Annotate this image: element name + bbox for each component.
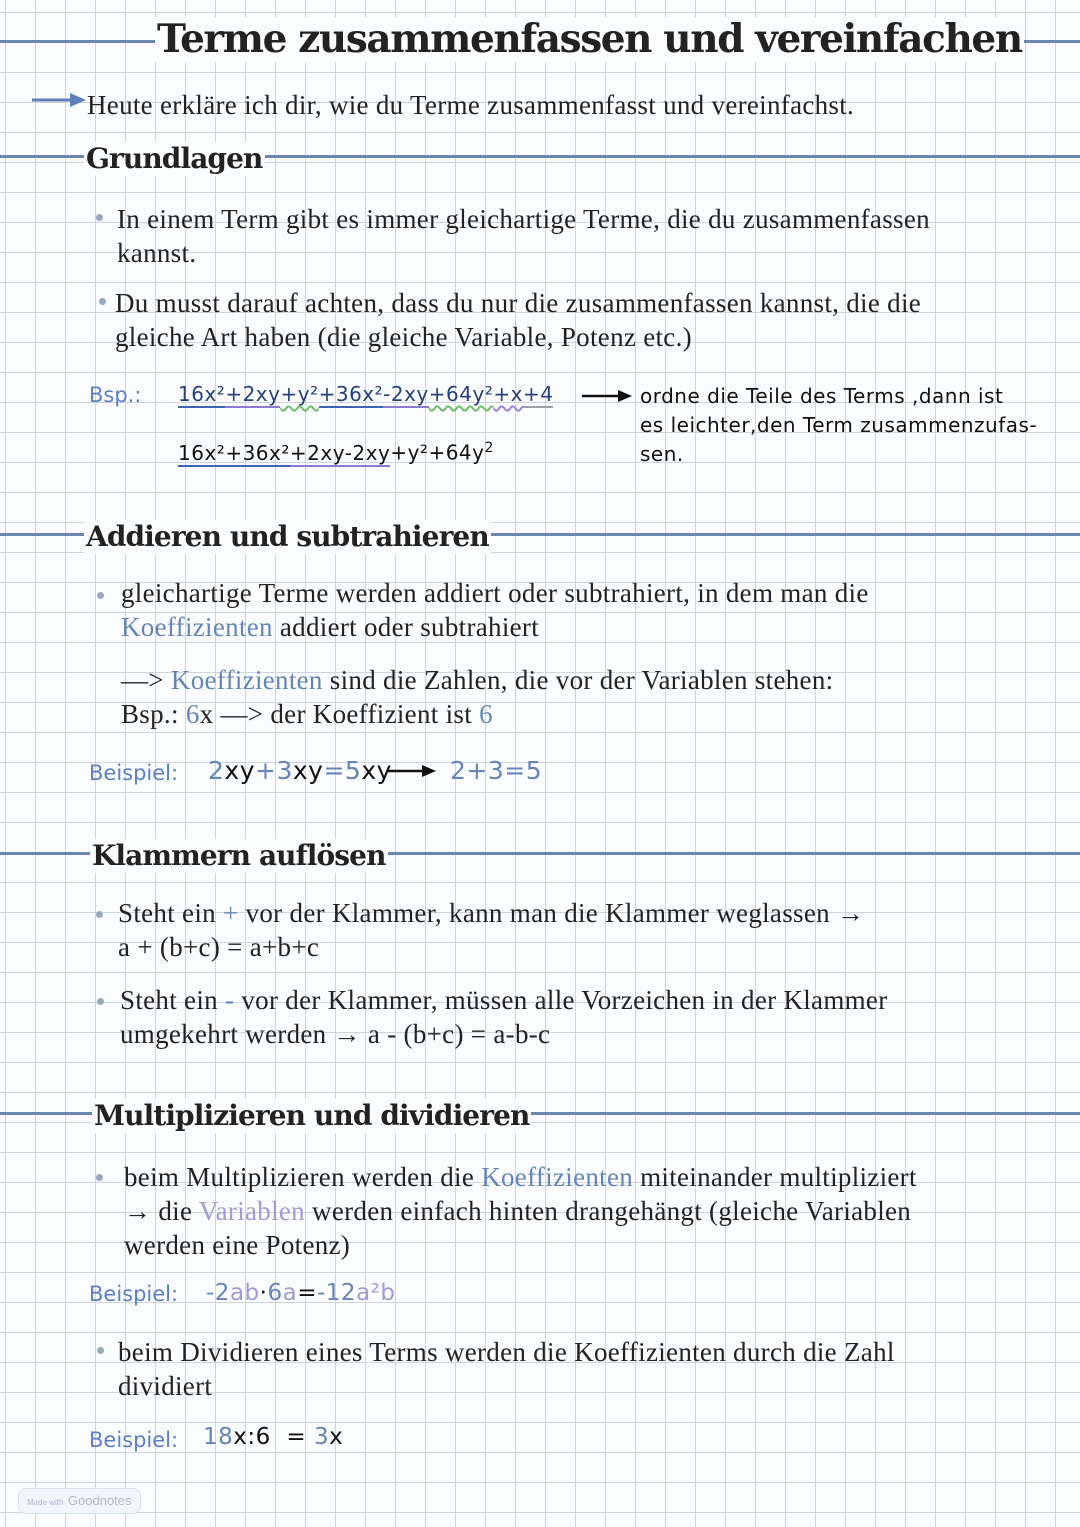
example-label: Bsp.: (89, 383, 142, 407)
coefficient: -2 (206, 1280, 230, 1306)
note-line: sen. (640, 442, 684, 466)
operator: = (297, 1280, 317, 1306)
variable: xy (224, 756, 255, 785)
term-part: +x (493, 382, 523, 406)
operator: = (286, 1424, 307, 1450)
paragraph (118, 1335, 895, 1403)
bullet-icon (97, 592, 104, 599)
term-part: +36x² (225, 440, 290, 465)
paragraph (118, 896, 864, 964)
paragraph-line: dividiert (118, 1371, 213, 1401)
highlight-sign: - (225, 985, 235, 1015)
example-equation (208, 756, 392, 785)
paragraph-line: a + (b+c) = a+b+c (118, 932, 320, 962)
example-note (640, 382, 1037, 469)
example-calculation: 2+3=5 (450, 756, 543, 785)
highlight-sign: + (223, 898, 239, 928)
variable: xy (292, 756, 324, 785)
text-span: —> (121, 665, 164, 695)
highlight-number: 6 (479, 699, 493, 729)
bullet-icon (99, 298, 106, 305)
section-heading-addieren: Addieren und subtrahieren (86, 520, 489, 553)
paragraph-line (124, 1194, 917, 1228)
divisor: :6 (247, 1424, 271, 1450)
goodnotes-badge (18, 1488, 141, 1514)
paragraph-line: werden eine Potenz) (124, 1230, 351, 1260)
paragraph-line: gleiche Art haben (die gleiche Variable, Potenz etc.) (115, 322, 692, 352)
highlight-number: 6 (185, 699, 200, 729)
example-label: Beispiel: (89, 761, 179, 785)
paragraph-line (124, 1160, 917, 1194)
paragraph (124, 1160, 917, 1262)
variable: ab (229, 1280, 260, 1306)
bullet-icon (97, 1347, 104, 1354)
text-span: addiert oder subtrahiert (272, 612, 539, 642)
bullet-icon (96, 214, 103, 221)
note-line: es leichter,den Term zusammenzufas- (640, 413, 1038, 437)
badge-made-with: Made with (27, 1498, 64, 1507)
highlight-term: Koeffizienten (121, 612, 273, 642)
paragraph-line: In einem Term gibt es immer gleichartige Terme, die du zusammenfassen (117, 204, 930, 234)
paragraph-line (121, 663, 833, 697)
example-term-unsorted (178, 382, 553, 406)
coefficient: 6 (267, 1280, 283, 1306)
note-line: ordne die Teile des Terms ,dann ist (640, 384, 1004, 408)
page-title: Terme zusammenfassen und vereinfachen (157, 16, 1022, 62)
term-part: +4 (522, 382, 554, 406)
intro-arrow-icon (32, 90, 86, 115)
term-part: +36x² (318, 382, 384, 406)
paragraph-line (118, 896, 864, 930)
term-part: +2xy (289, 440, 345, 465)
paragraph (121, 576, 869, 644)
badge-brand: Goodnotes (67, 1493, 132, 1508)
term-part: +y² (390, 440, 429, 465)
paragraph-line (121, 610, 869, 644)
coefficient: 18 (203, 1424, 234, 1450)
intro-text: Heute erkläre ich dir, wie du Terme zusammenfasst und vereinfachst. (87, 90, 855, 120)
example-equation (206, 1280, 395, 1306)
term-part: 16x² (178, 382, 226, 406)
coefficient: -12 (316, 1280, 357, 1306)
text-span: Bsp.: (121, 699, 186, 729)
text-span: x —> der Koeffizient ist (199, 699, 480, 729)
term-part: -2xy (383, 382, 429, 406)
paragraph (121, 663, 833, 731)
variable: x (233, 1424, 248, 1450)
text-span: sind die Zahlen, die vor der Variablen stehen: (322, 665, 834, 695)
bullet-icon (97, 998, 104, 1005)
text-span: miteinander multipliziert (633, 1162, 917, 1192)
paragraph-line: Du musst darauf achten, dass du nur die zusammenfassen kannst, die die (115, 288, 922, 318)
term-part: +64y (428, 440, 485, 465)
highlight-term: Variablen (198, 1196, 305, 1226)
example-equation (203, 1424, 343, 1450)
text-span: vor der Klammer, kann man die Klammer weglassen → (238, 898, 865, 928)
variable: a²b (356, 1280, 396, 1306)
paragraph-line (120, 983, 888, 1017)
highlight-term: Koeffizienten (170, 665, 323, 695)
coefficient: 2 (208, 756, 225, 785)
paragraph-line: gleichartige Terme werden addiert oder subtrahiert, in dem man die (121, 578, 869, 608)
arrow-icon (388, 762, 436, 785)
section-heading-grundlagen: Grundlagen (86, 142, 263, 175)
highlight-term: Koeffizienten (481, 1162, 634, 1192)
text-span: → die (124, 1196, 199, 1226)
operator: + (255, 756, 277, 785)
variable: x (329, 1424, 344, 1450)
bullet-icon (96, 1174, 103, 1181)
example-term-sorted (178, 440, 494, 465)
section-heading-klammern: Klammern auflösen (92, 839, 386, 872)
bullet-icon (96, 911, 103, 918)
example-label: Beispiel: (89, 1428, 179, 1452)
text-span: werden einfach hinten drangehängt (gleiche Variablen (304, 1196, 912, 1226)
term-part: +y² (280, 382, 319, 406)
operator: · (259, 1280, 268, 1306)
text-span: vor der Klammer, müssen alle Vorzeichen in der Klammer (234, 985, 888, 1015)
paragraph (115, 286, 921, 354)
variable: a (282, 1280, 298, 1306)
variable: xy (361, 756, 392, 785)
section-heading-multiplizieren: Multiplizieren und dividieren (94, 1099, 530, 1132)
coefficient: 3 (276, 756, 293, 785)
term-part: +2xy (225, 382, 281, 406)
text-span: Steht ein (120, 985, 225, 1015)
operator: = (323, 756, 345, 785)
arrow-icon (582, 387, 632, 410)
term-part: +64y² (428, 382, 494, 406)
paragraph (117, 202, 930, 270)
term-part: -2xy (344, 440, 391, 465)
paragraph-line: kannst. (117, 238, 197, 268)
text-span: beim Multiplizieren werden die (124, 1162, 482, 1192)
term-part: 16x² (178, 440, 226, 465)
term-exponent: 2 (484, 440, 494, 456)
paragraph-line (121, 697, 833, 731)
coefficient: 5 (344, 756, 362, 785)
coefficient: 3 (314, 1424, 330, 1450)
paragraph (120, 983, 888, 1051)
paragraph-line: beim Dividieren eines Terms werden die Koeffizienten durch die Zahl (118, 1337, 895, 1367)
text-span: Steht ein (118, 898, 223, 928)
example-label: Beispiel: (89, 1282, 179, 1306)
paragraph-line: umgekehrt werden → a - (b+c) = a-b-c (120, 1019, 551, 1049)
